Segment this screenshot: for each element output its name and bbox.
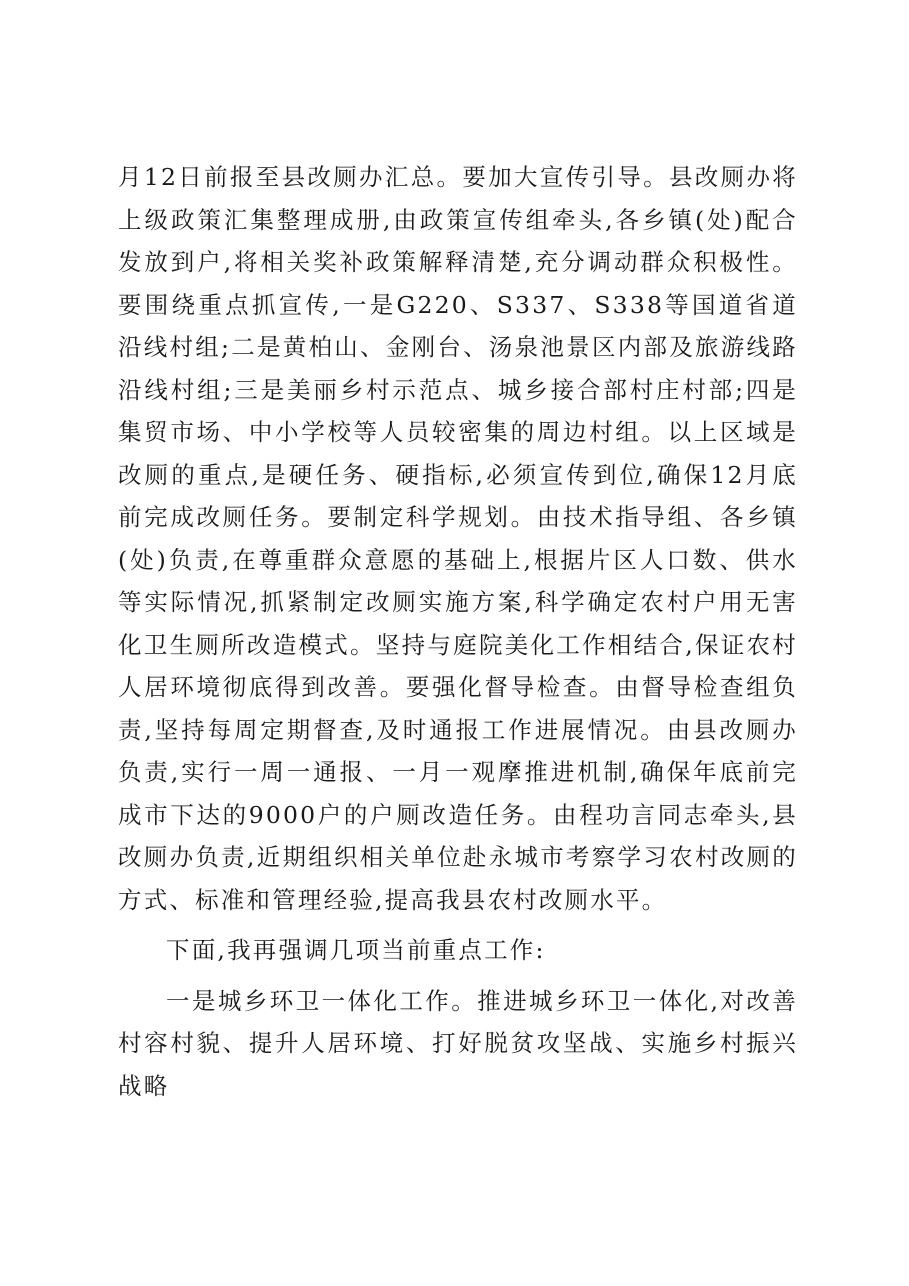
paragraph-sanitation-integration: 一是城乡环卫一体化工作。推进城乡环卫一体化,对改善村容村貌、提升人居环境、打好脱贫攻坚战、实施乡村振兴战略 [118,986,798,1100]
document-body [118,156,798,1107]
paragraph-continuation: 月12日前报至县改厕办汇总。要加大宣传引导。县改厕办将上级政策汇集整理成册,由政策宣传组牵头,各乡镇(处)配合发放到户,将相关奖补政策解释清楚,充分调动群众积极性。要围绕重点抓宣传,一是G220、S337、S338等国道省道沿线村组;二是黄柏山、金刚台、汤泉池景区内部及旅游线路沿线村组;三是美丽乡村示范点、城乡接合部村庄村部;四是集贸市场、中小学校等人员较密集的周边村组。以上区域是改厕的重点,是硬任务、硬指标,必须宣传到位,确保12月底前完成改厕任务。要制定科学规划。由技术指导组、各乡镇(处)负责,在尊重群众意愿的基础上,根据片区人口数、供水等实际情况,抓紧制定改厕实施方案,科学确定农村户用无害化卫生厕所改造模式。坚持与庭院美化工作相结合,保证农村人居环境彻底得到改善。要强化督导检查。由督导检查组负责,坚持每周定期督查,及时通报工作进展情况。由县改厕办负责,实行一周一通报、一月一观摩推进机制,确保年底前完成市下达的9000户的户厕改造任务。由程功言同志牵头,县改厕办负责,近期组织相关单位赴永城市考察学习农村改厕的方式、标准和管理经验,提高我县农村改厕水平。 [118,163,798,914]
paragraph-transition: 下面,我再强调几项当前重点工作: [166,936,546,964]
